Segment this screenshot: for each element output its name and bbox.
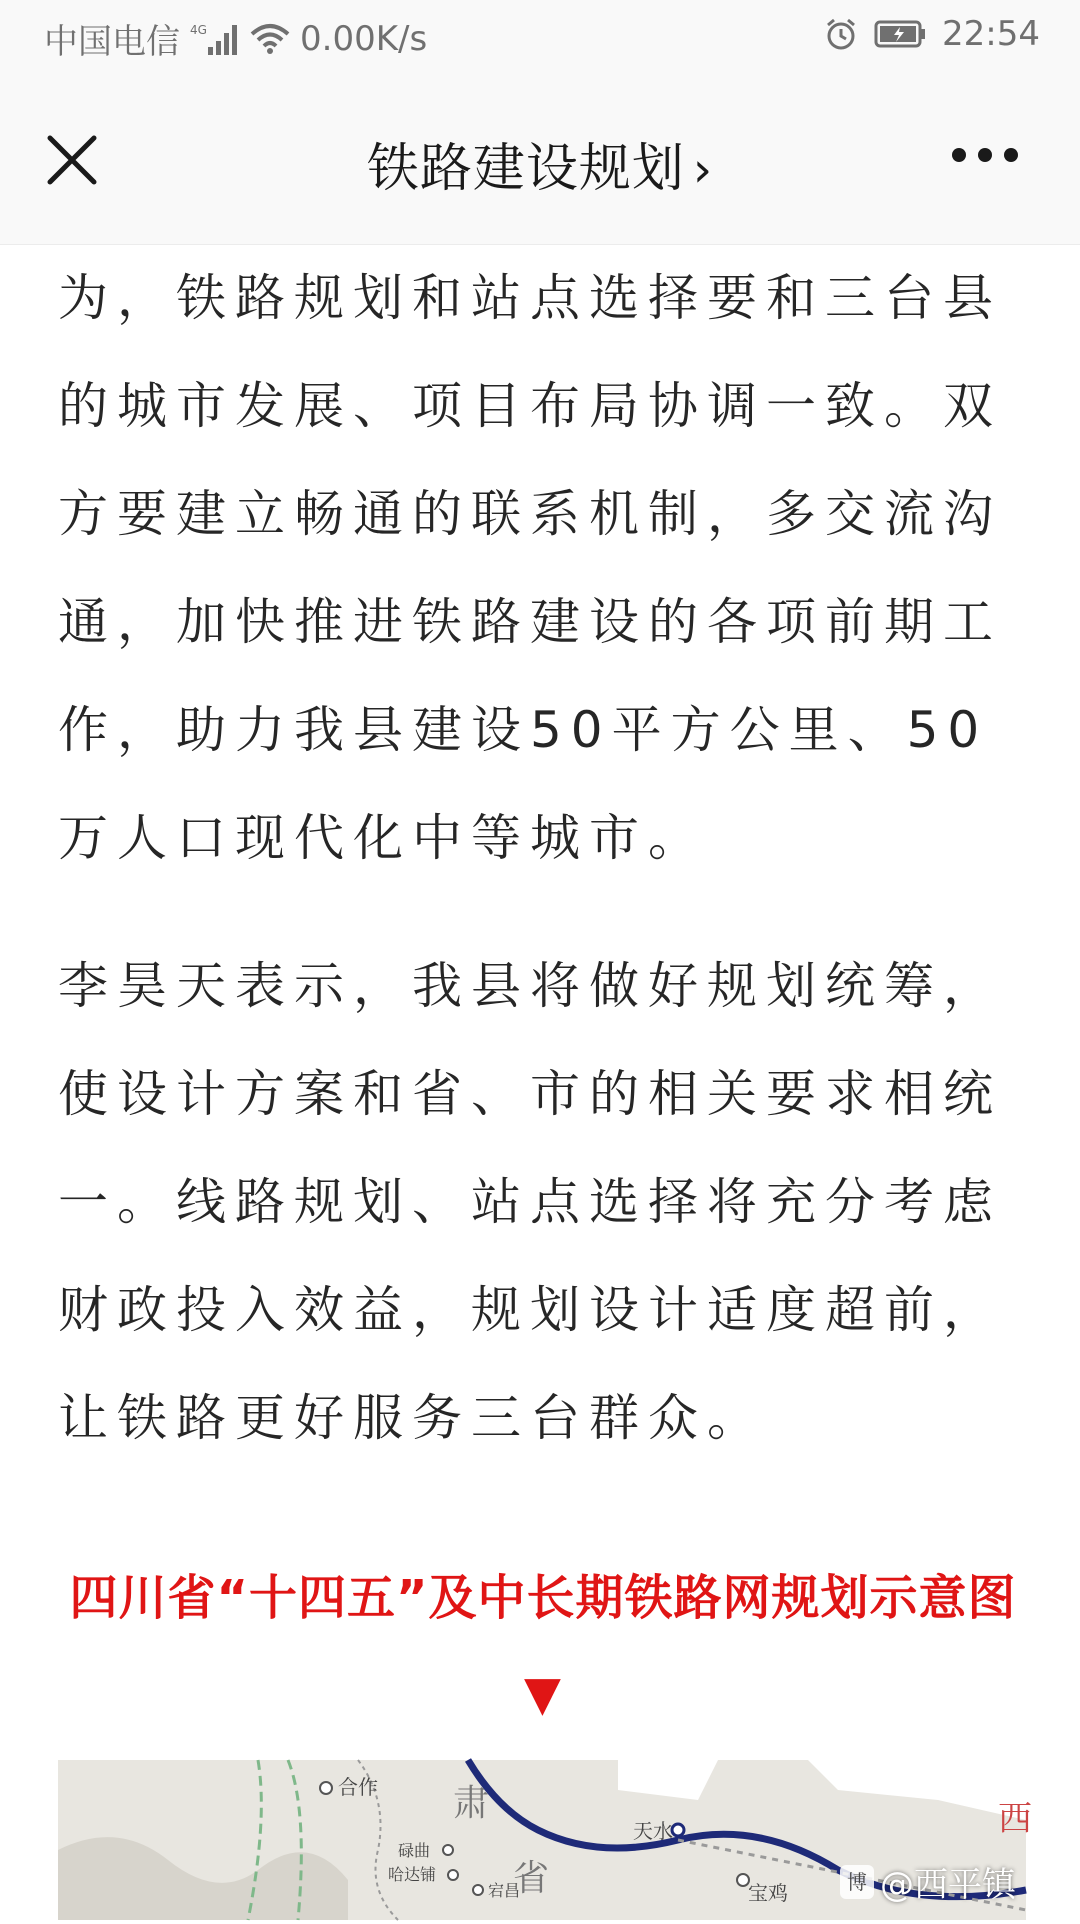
status-right: [824, 14, 1040, 54]
more-dot-icon: [1004, 148, 1018, 162]
weibo-badge-icon: 博: [840, 1865, 874, 1899]
figure-caption: 四川省“十四五”及中长期铁路网规划示意图▼: [69, 1570, 1017, 1722]
carrier-label: 中国电信: [44, 22, 180, 62]
article-body: [58, 244, 1028, 1742]
map-label: 宝鸡: [748, 1881, 788, 1905]
page-title-text: 铁路建设规划: [366, 139, 685, 199]
map-label: 碌曲: [398, 1841, 431, 1860]
more-dot-icon: [952, 148, 966, 162]
status-left: [44, 14, 427, 63]
wifi-icon: [250, 22, 290, 56]
more-button[interactable]: [952, 148, 1018, 162]
article-paragraph: 李昊天表示，我县将做好规划统筹，使设计方案和省、市的相关要求相统一。线路规划、站点选择将充分考虑财政投入效益，规划设计适度超前，让铁路更好服务三台群众。: [58, 957, 1002, 1447]
clock: 22:54: [942, 14, 1040, 54]
railway-map-image[interactable]: [58, 1760, 1032, 1920]
more-dot-icon: [978, 148, 992, 162]
status-bar: [0, 0, 1080, 76]
page-title[interactable]: [0, 126, 1080, 201]
navbar: [0, 76, 1080, 245]
map-label: 合作: [338, 1775, 378, 1799]
watermark-text: @西平镇: [880, 1865, 1016, 1905]
alarm-icon: [824, 17, 858, 51]
signal-icon: [190, 21, 240, 57]
battery-charging-icon: [874, 19, 926, 49]
svg-text:4G: 4G: [190, 22, 207, 37]
chevron-right-icon: ›: [692, 142, 714, 198]
map-label: 肃: [453, 1783, 490, 1824]
article-paragraph: 为，铁路规划和站点选择要和三台县的城市发展、项目布局协调一致。双方要建立畅通的联系机制，多交流沟通，加快推进铁路建设的各项前期工作，助力我县建设50平方公里、50万人口现代化中等城市。: [58, 269, 1002, 867]
network-speed: 0.00K/s: [300, 18, 428, 59]
map-label: 哈达铺: [388, 1865, 437, 1884]
map-label: 西: [998, 1799, 1032, 1839]
map-label: 天水: [633, 1819, 673, 1843]
watermark: [840, 1857, 1016, 1906]
map-label: 宕昌: [488, 1881, 521, 1900]
map-label: 省: [513, 1858, 550, 1899]
